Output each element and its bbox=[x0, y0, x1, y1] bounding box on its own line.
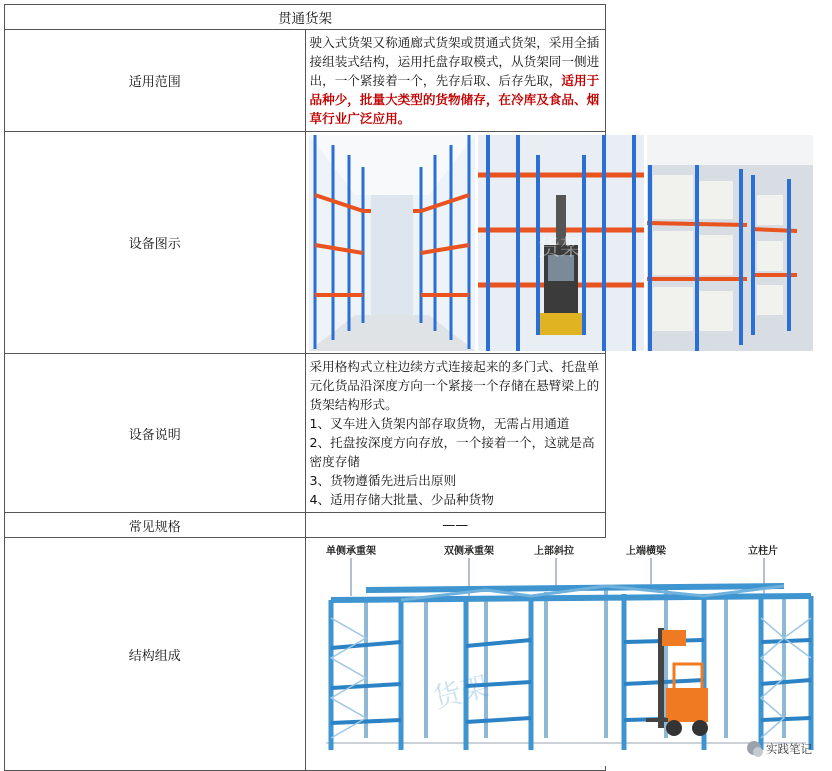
photo-strip bbox=[306, 133, 606, 353]
scope-content bbox=[305, 30, 606, 132]
table-title: 贯通货架 bbox=[5, 5, 606, 30]
structure-diagram bbox=[306, 538, 832, 766]
description-point-2: 2、托盘按深度方向存放，一个接着一个，这就是高密度存储 bbox=[309, 435, 595, 469]
rack-spec-sheet bbox=[4, 4, 812, 756]
specs-label: 常见规格 bbox=[5, 513, 306, 538]
description-label: 设备说明 bbox=[5, 354, 306, 513]
scope-highlight: 适用于品种少，批量大类型的货物储存，在冷库及食品、烟草行业广泛应用。 bbox=[309, 73, 600, 126]
wechat-badge bbox=[747, 741, 812, 757]
photo-forklift-racking bbox=[478, 135, 644, 351]
photo-watermark: 货架 bbox=[537, 234, 582, 260]
specs-value: —— bbox=[305, 513, 606, 538]
part-label-double-side: 双侧承重架 bbox=[443, 546, 494, 557]
images-cell bbox=[305, 132, 606, 354]
description-intro: 采用格构式立柱边续方式连接起来的多门式、托盘单元化货品沿深度方向一个紧接一个存储在悬臂梁上的货架结构形式。 bbox=[309, 359, 600, 412]
part-label-upright: 立柱片 bbox=[747, 546, 778, 557]
photo-empty-racking bbox=[309, 135, 475, 351]
description-content bbox=[305, 354, 606, 513]
spec-table bbox=[4, 4, 812, 771]
images-label: 设备图示 bbox=[5, 132, 306, 354]
structure-diagram-cell bbox=[305, 538, 812, 771]
structure-label: 结构组成 bbox=[5, 538, 306, 771]
part-label-top-beam: 上端横梁 bbox=[625, 546, 666, 557]
part-label-single-side: 单侧承重架 bbox=[325, 546, 376, 557]
photo-loaded-racking bbox=[647, 135, 813, 351]
scope-label: 适用范围 bbox=[5, 30, 306, 132]
diagram-watermark: 货架 bbox=[429, 669, 492, 715]
badge-text: 实践笔记 bbox=[765, 742, 812, 756]
description-point-4: 4、适用存储大批量、少品种货物 bbox=[309, 492, 494, 507]
scope-text: 驶入式货架又称通廊式货架或贯通式货架，采用全插接组装式结构，运用托盘存取模式，从货架同一侧进出，一个紧接着一个，先存后取、后存先取， bbox=[309, 35, 600, 88]
description-point-1: 1、叉车进入货架内部存取货物，无需占用通道 bbox=[309, 416, 570, 431]
description-point-3: 3、货物遵循先进后出原则 bbox=[309, 473, 457, 488]
part-label-top-brace: 上部斜拉 bbox=[533, 546, 574, 557]
